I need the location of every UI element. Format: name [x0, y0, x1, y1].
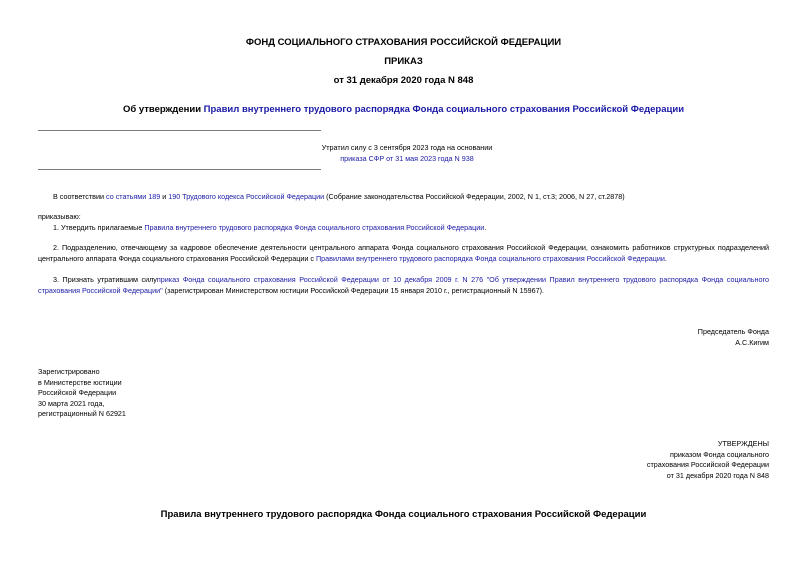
item-3-text: 3. Признать утратившим силу	[53, 275, 157, 284]
item-3-link[interactable]: приказ Фонда социального страхования Российской Федерации от 10 декабря 2009 г. N 276 "Об утверждении Правил внутреннего трудового распорядка Фонда социального страхования Российской Федерации"	[38, 275, 769, 295]
approved-block	[647, 439, 769, 481]
item-2-text: 2. Подразделению, отвечающему за кадровое обеспечение деятельности центрального аппарата Фонда социального страхования Российской Федерации, ознакомить работников структурных подразделений центрального аппарата Фонда социального страхования Российской Федерации с	[38, 243, 769, 263]
org-name: ФОНД СОЦИАЛЬНОГО СТРАХОВАНИЯ РОССИЙСКОЙ ФЕДЕРАЦИИ	[245, 37, 562, 48]
item-2-end: .	[664, 253, 667, 263]
status-link[interactable]: приказа СФР от 31 мая 2023 года N 938	[340, 153, 474, 163]
approved-line: УТВЕРЖДЕНЫ	[717, 439, 769, 448]
registration-line: Российской Федерации	[38, 388, 117, 397]
item-1-link[interactable]: Правила внутреннего трудового распорядка Фонда социального страхования Российской Федерации	[144, 223, 485, 232]
registration-line: в Министерстве юстиции	[38, 377, 122, 387]
order-word: приказываю:	[38, 212, 81, 221]
registration-block	[38, 367, 126, 420]
doc-title	[0, 104, 807, 115]
signature-name: А.С.Кигим	[735, 337, 769, 347]
preamble-text-3: (Собрание законодательства Российской Федерации, 2002, N 1, ст.3; 2006, N 27, ст.2878)	[324, 192, 625, 201]
item-1-end: .	[484, 223, 487, 232]
item-3	[38, 275, 769, 296]
signature-position: Председатель Фонда	[697, 327, 769, 336]
preamble-link-2[interactable]: 190 Трудового кодекса Российской Федерации	[168, 192, 325, 201]
divider-top	[38, 130, 321, 131]
item-1	[53, 223, 773, 234]
approved-line: приказом Фонда социального	[669, 449, 769, 459]
item-1-text: 1. Утвердить прилагаемые	[53, 223, 145, 232]
preamble-text-2: и	[160, 192, 169, 201]
approved-line: страхования Российской Федерации	[646, 460, 769, 469]
item-3-end: (зарегистрирован Министерством юстиции Российской Федерации 15 января 2010 г., регистрационный N 15967).	[162, 285, 544, 295]
preamble-text-1: В соответствии	[53, 192, 107, 201]
approved-line: от 31 декабря 2020 года N 848	[666, 470, 769, 480]
preamble	[53, 192, 773, 203]
divider-bottom	[38, 169, 321, 170]
registration-line: регистрационный N 62921	[38, 409, 126, 418]
item-2-link[interactable]: Правилами внутреннего трудового распорядка Фонда социального страхования Российской Федерации	[316, 253, 665, 263]
signature-block	[698, 327, 769, 348]
rules-title: Правила внутреннего трудового распорядка Фонда социального страхования Российской Федерации	[160, 509, 647, 520]
status-line: Утратил силу с 3 сентября 2023 года на основании	[321, 143, 493, 152]
doc-date: от 31 декабря 2020 года N 848	[333, 75, 474, 86]
status-note	[312, 143, 502, 164]
preamble-link-1[interactable]: со статьями 189	[106, 192, 161, 201]
doc-title-prefix: Об утверждении	[122, 104, 204, 115]
registration-line: Зарегистрировано	[38, 367, 100, 376]
doc-type: ПРИКАЗ	[384, 56, 423, 67]
registration-line: 30 марта 2021 года,	[38, 398, 105, 408]
doc-title-link[interactable]: Правил внутреннего трудового распорядка Фонда социального страхования Российской Федерации	[203, 104, 685, 115]
item-2	[38, 243, 769, 264]
